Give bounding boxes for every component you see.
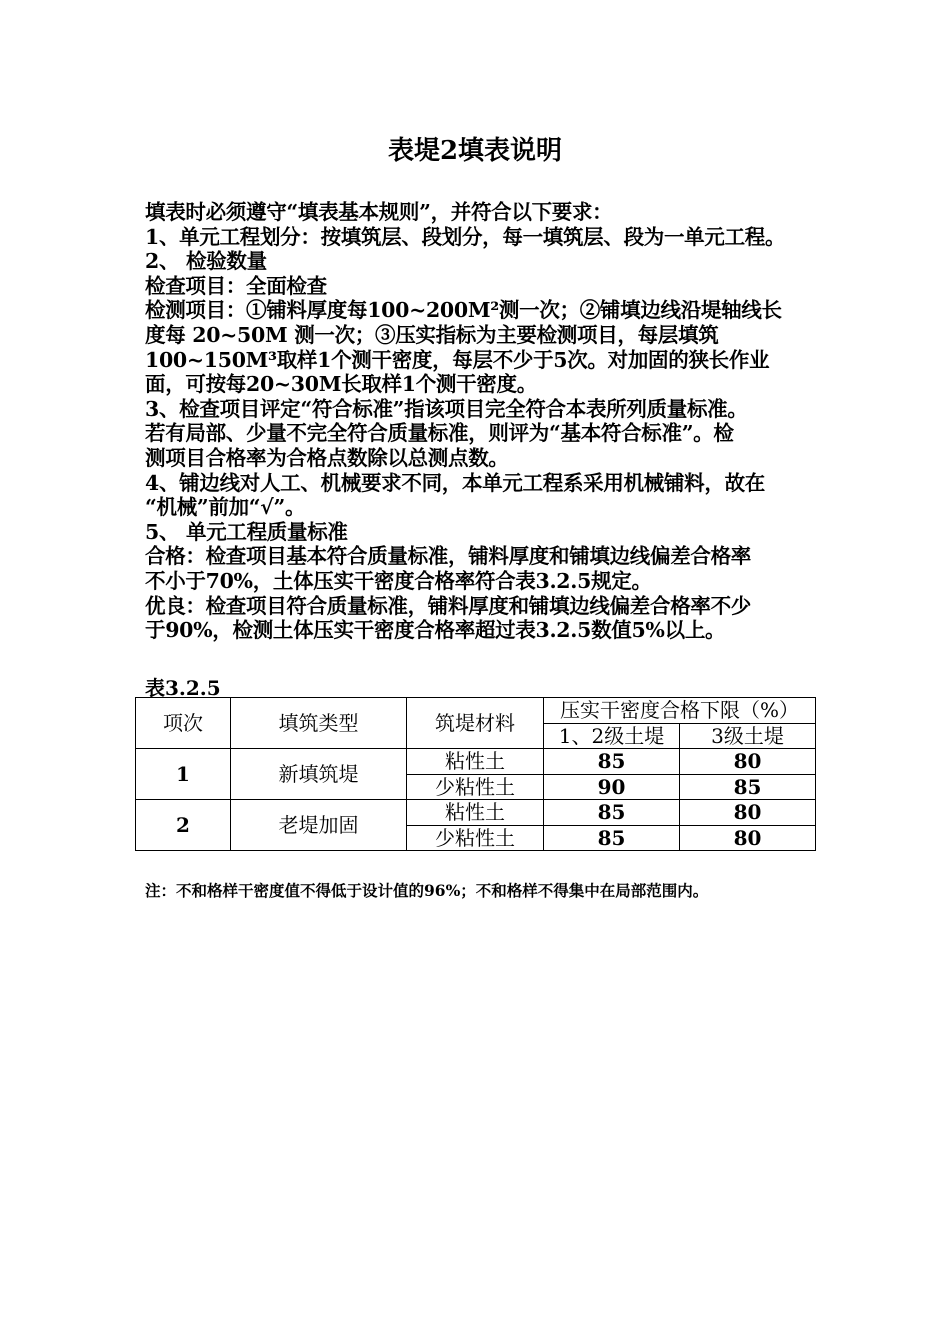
- text-line: 若有局部、少量不完全符合质量标准，则评为“基本符合标准”。检: [145, 421, 734, 446]
- cell-index: 1: [136, 749, 231, 800]
- text-line: 度每 20~50M 测一次；③压实指标为主要检测项目，每层填筑: [145, 322, 719, 347]
- instructions-body: [145, 200, 825, 643]
- table-caption: 表3.2.5: [145, 676, 221, 700]
- text-line: 100~150M³取样1个测干密度，每层不少于5次。对加固的狭长作业: [145, 347, 770, 372]
- text-line: 于90%，检测土体压实干密度合格率超过表3.2.5数值5%以上。: [145, 618, 726, 643]
- cell-grade12: 85: [544, 825, 680, 851]
- cell-grade12: 90: [544, 774, 680, 800]
- header-material: 筑堤材料: [407, 698, 544, 749]
- cell-material: 少粘性土: [407, 774, 544, 800]
- text-line: “机械”前加“√”。: [145, 495, 306, 520]
- table-row: [136, 800, 816, 826]
- cell-grade12: 85: [544, 800, 680, 826]
- document-title: 表堤2填表说明: [387, 136, 563, 166]
- text-line: 填表时必须遵守“填表基本规则”，并符合以下要求：: [145, 200, 613, 224]
- text-line: 面，可按每20~30M长取样1个测干密度。: [145, 372, 537, 397]
- cell-material: 粘性土: [407, 749, 544, 775]
- text-line: 3、检查项目评定“符合标准”指该项目完全符合本表所列质量标准。: [145, 396, 748, 421]
- cell-grade3: 80: [680, 749, 816, 775]
- cell-material: 粘性土: [407, 800, 544, 826]
- header-limit: 压实干密度合格下限（%）: [544, 698, 816, 724]
- cell-material: 少粘性土: [407, 825, 544, 851]
- header-grade3: 3级土堤: [680, 723, 816, 749]
- table-row: [136, 749, 816, 775]
- cell-grade3: 80: [680, 825, 816, 851]
- text-line: 1、单元工程划分：按填筑层、段划分，每一填筑层、段为一单元工程。: [145, 224, 786, 249]
- cell-index: 2: [136, 800, 231, 851]
- density-table: [135, 697, 816, 851]
- header-grade12: 1、2级土堤: [544, 723, 680, 749]
- cell-grade3: 80: [680, 800, 816, 826]
- table-note: 注：不和格样干密度值不得低于设计值的96%；不和格样不得集中在局部范围内。: [145, 881, 709, 900]
- header-index: 项次: [136, 698, 231, 749]
- header-type: 填筑类型: [231, 698, 407, 749]
- cell-type: 新填筑堤: [231, 749, 407, 800]
- cell-grade3: 85: [680, 774, 816, 800]
- text-line: 优良：检查项目符合质量标准，铺料厚度和铺填边线偏差合格率不少: [145, 593, 751, 618]
- text-line: 检测项目：①铺料厚度每100~200M²测一次；②铺填边线沿堤轴线长: [145, 298, 782, 323]
- text-line: 2、 检验数量: [145, 249, 267, 274]
- text-line: 不小于70%，土体压实干密度合格率符合表3.2.5规定。: [145, 568, 652, 593]
- text-line: 检查项目：全面检查: [145, 273, 327, 298]
- text-line: 4、铺边线对人工、机械要求不同，本单元工程系采用机械铺料，故在: [145, 470, 765, 495]
- text-line: 5、 单元工程质量标准: [145, 519, 348, 544]
- text-line: 测项目合格率为合格点数除以总测点数。: [145, 445, 509, 470]
- cell-type: 老堤加固: [231, 800, 407, 851]
- cell-grade12: 85: [544, 749, 680, 775]
- text-line: 合格：检查项目基本符合质量标准，铺料厚度和铺填边线偏差合格率: [145, 544, 751, 569]
